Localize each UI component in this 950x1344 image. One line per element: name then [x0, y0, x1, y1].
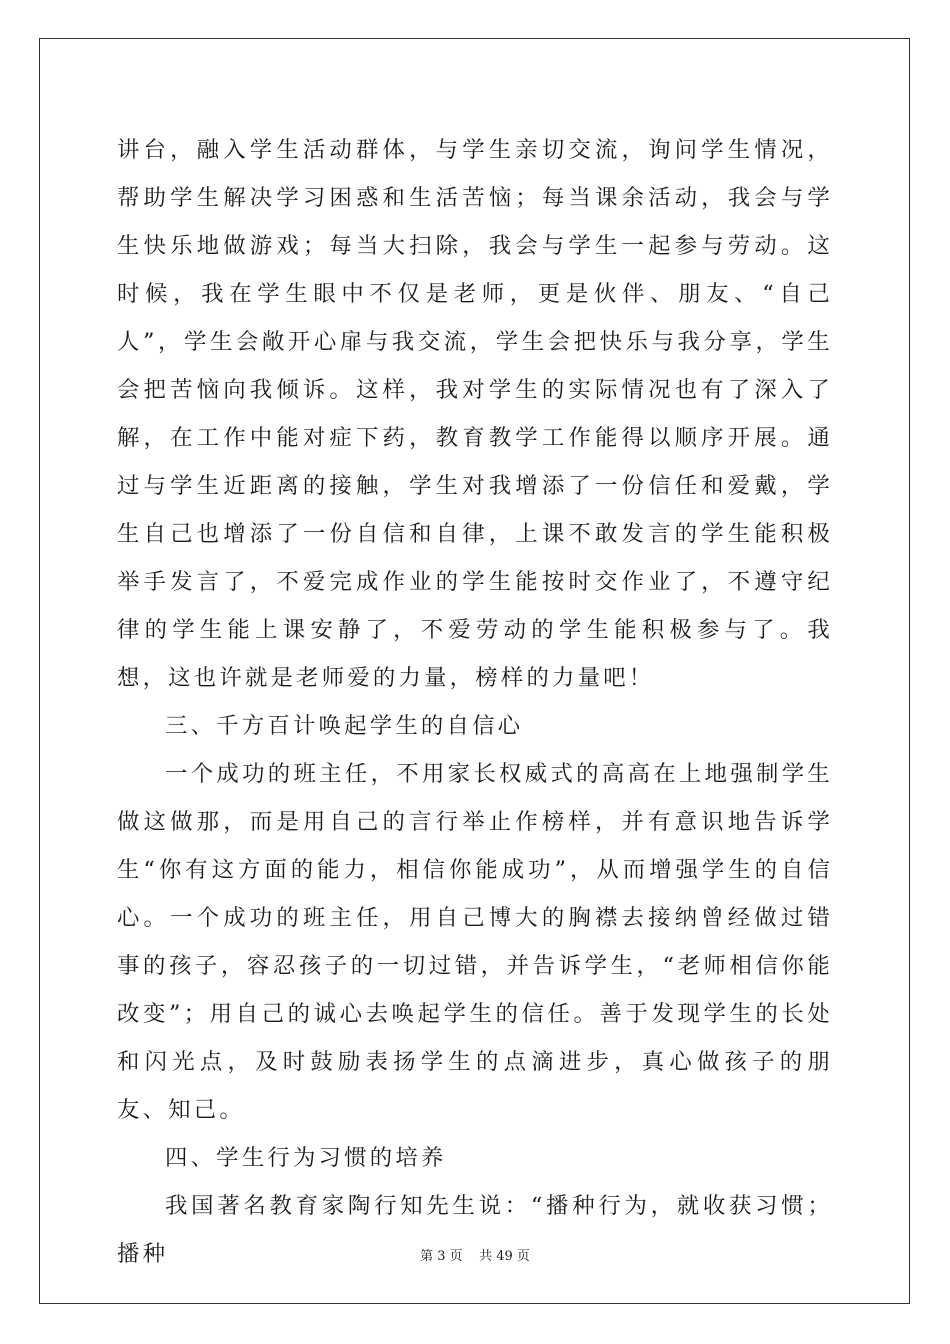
document-body [117, 126, 833, 1278]
page-number: 第 3 页 共 49 页 [420, 1249, 530, 1264]
paragraph-continuation: 讲台，融入学生活动群体，与学生亲切交流，询问学生情况，帮助学生解决学习困惑和生活苦恼；每当课余活动，我会与学生快乐地做游戏；每当大扫除，我会与学生一起参与劳动。这时候，我在学生眼中不仅是老师，更是伙伴、朋友、“自己人”，学生会敞开心扉与我交流，学生会把快乐与我分享，学生会把苦恼向我倾诉。这样，我对学生的实际情况也有了深入了解，在工作中能对症下药，教育教学工作能得以顺序开展。通过与学生近距离的接触，学生对我增添了一份信任和爱戴，学生自己也增添了一份自信和自律，上课不敢发言的学生能积极举手发言了，不爱完成作业的学生能按时交作业了，不遵守纪律的学生能上课安静了，不爱劳动的学生能积极参与了。我想，这也许就是老师爱的力量，榜样的力量吧！ [117, 137, 833, 691]
section-heading-four: 四、学生行为习惯的培养 [165, 1145, 447, 1171]
paragraph-confidence: 一个成功的班主任，不用家长权威式的高高在上地强制学生做这做那，而是用自己的言行举止作榜样，并有意识地告诉学生“你有这方面的能力，相信你能成功”，从而增强学生的自信心。一个成功的班主任，用自己博大的胸襟去接纳曾经做过错事的孩子，容忍孩子的一切过错，并告诉学生，“老师相信你能改变”；用自己的诚心去唤起学生的信任。善于发现学生的长处和闪光点，及时鼓励表扬学生的点滴进步，真心做孩子的朋友、知己。 [117, 761, 833, 1123]
paragraph-habits: 我国著名教育家陶行知先生说：“播种行为，就收获习惯；播种 [117, 1193, 833, 1267]
section-heading-three: 三、千方百计唤起学生的自信心 [165, 713, 524, 739]
